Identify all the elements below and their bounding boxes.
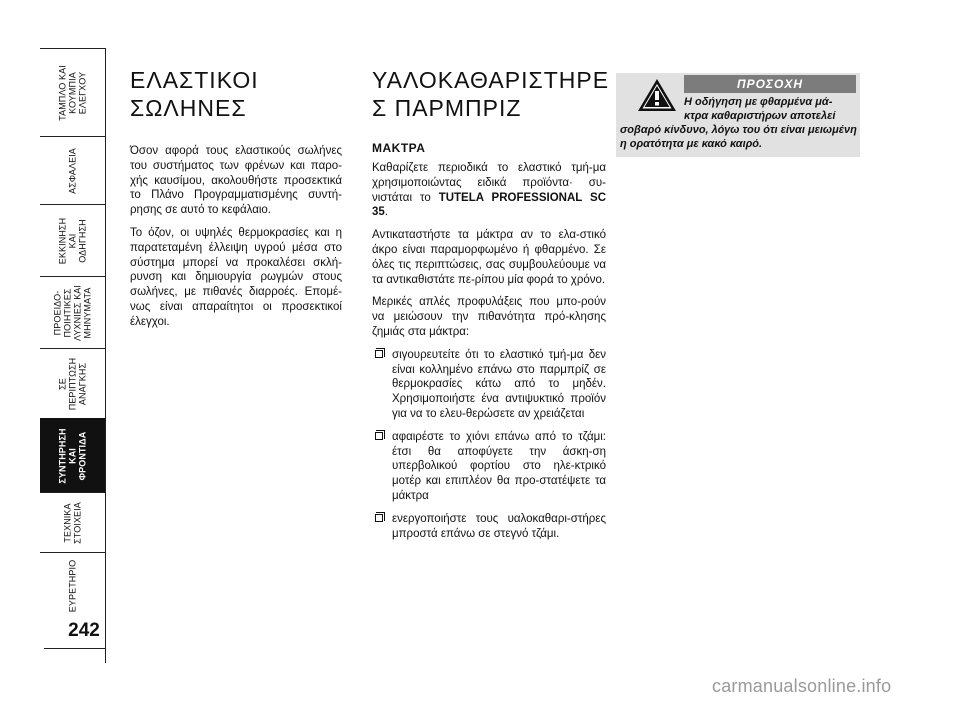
list-item: [372, 512, 606, 542]
tab-safety[interactable]: [40, 136, 106, 204]
paragraph-text: .: [384, 206, 388, 219]
tab-index[interactable]: [40, 552, 106, 618]
chapter-sidebar: [0, 0, 112, 709]
warning-heading: ΠΡΟΣΟΧΗ: [684, 75, 856, 93]
tab-label: ΕΥΡΕΤΗΡΙΟ: [67, 559, 78, 612]
page-number: 242: [68, 620, 100, 641]
page-number-rule: [44, 648, 106, 649]
tab-warning-lights[interactable]: [40, 276, 106, 348]
tab-label: ΤΕΧΝΙΚΑ ΣΤΟΙΧΕΙΑ: [62, 501, 83, 544]
checkbox-bullet-icon: [375, 432, 383, 440]
tab-label: ΠΡΟΕΙΔΟ- ΠΟΙΗΤΙΚΕΣ ΛΥΧΝΙΕΣ ΚΑΙ ΜΗΝΥΜΑΤΑ: [52, 284, 93, 341]
tab-emergency[interactable]: [40, 348, 106, 418]
list-item: [372, 348, 606, 422]
tab-label: ΣΥΝΤΗΡΗΣΗ ΚΑΙ ΦΡΟΝΤΙΔΑ: [57, 427, 88, 484]
paragraph: Μερικές απλές προφυλάξεις που μπο-ρούν να μειώσουν την πιθανότητα πρό-κλησης ζημιάς στα μάκτρα:: [372, 296, 606, 338]
checkbox-bullet-icon: [375, 350, 383, 358]
precautions-list: [372, 348, 606, 542]
subheading: ΜΑΚΤΡΑ: [372, 141, 426, 155]
warning-line: Η οδήγηση με φθαρμένα μά-: [684, 96, 833, 108]
section-title: ΕΛΑΣΤΙΚΟΙ ΣΩΛΗΝΕΣ: [130, 67, 259, 121]
warning-box: [616, 73, 860, 157]
paragraph: [372, 161, 606, 220]
tab-label: ΕΚΚΙΝΗΣΗ ΚΑΙ ΟΔΗΓΗΣΗ: [57, 217, 88, 264]
hoses-section: [130, 66, 342, 338]
tab-technical-data[interactable]: [40, 492, 106, 552]
paragraph-text: Καθαρίζετε περιοδικά το ελαστικό τμή-μα χρησιμοποιώντας ειδικά προϊόντα· συ-νιστάται το: [372, 162, 606, 204]
list-item: [372, 430, 606, 504]
warning-text: [620, 95, 858, 151]
watermark: carmanualsonline.info: [712, 676, 892, 696]
checkbox-bullet-icon: [375, 514, 383, 522]
tab-dashboard-controls[interactable]: [40, 48, 106, 136]
sidebar-divider: [105, 48, 106, 618]
warning-line: σοβαρό κίνδυνο, λόγω του ότι είναι μειωμένη η ορατότητα με κακό καιρό.: [620, 124, 857, 150]
tab-label: ΤΑΜΠΛΟ ΚΑΙ ΚΟΥΜΠΙΑ ΕΛΕΓΧΟΥ: [57, 64, 88, 121]
paragraph: Αντικαταστήστε τα μάκτρα αν το ελα-στικό άκρο είναι παραμορφωμένο ή φθαρμένο. Σε όλες τις περιπτώσεις, σας συμβουλεύουμε να τα αντικαθιστάτε πε-ρίπου μία φορά το χρόνο.: [372, 229, 606, 286]
tab-starting-driving[interactable]: [40, 204, 106, 276]
list-item-text: ενεργοποιήστε τους υαλοκαθαρι-στήρες μπροστά επάνω σε στεγνό τζάμι.: [392, 512, 606, 540]
list-item-text: σιγουρευτείτε ότι το ελαστικό τμή-μα δεν είναι κολλημένο επάνω στο παρμπρίζ σε θερμοκρασίες κάτω από το μηδέν. Χρησιμοποιήστε ένα αντιψυκτικό προϊόν για να το ελευ-θερώσετε αν χρειάζεται: [392, 348, 606, 420]
tab-maintenance-care[interactable]: [40, 418, 106, 492]
tab-label: ΣΕ ΠΕΡΙΠΤΩΣΗ ΑΝΑΓΚΗΣ: [57, 357, 88, 410]
paragraph: Το όζον, οι υψηλές θερμοκρασίες και η παρατεταμένη έλλειψη υγρού μέσα στο σύστημα μπορεί να προκαλέσει σκλή-ρυνση και δημιουργία ρωγμών στους σωλήνες, με πιθανές διαρροές. Επομέ-νως είναι απαραίτητοι οι προσεκτικοί έλεγχοι.: [130, 226, 342, 328]
tab-label: ΑΣΦΑΛΕΙΑ: [67, 147, 78, 194]
warning-line: κτρα καθαριστήρων αποτελεί: [684, 110, 836, 122]
product-name: TUTELA PROFESSIONAL SC 35: [372, 191, 606, 219]
wipers-section: [372, 66, 610, 549]
list-item-text: αφαιρέστε το χιόνι επάνω από το τζάμι: έτσι θα αποφύγετε την άσκη-ση υπερβολικού φορτίου στο ηλε-κτρικό μοτέρ και επιπλέον θα προ-στατέψετε τα μάκτρα: [392, 430, 606, 502]
paragraph: Όσον αφορά τους ελαστικούς σωλήνες του συστήματος των φρένων και παρο-χής καυσίμου, ακολουθήστε προσεκτικά το Πλάνο Προγραμματισμένης συντή-ρησης σε αυτό το κεφάλαιο.: [130, 145, 342, 217]
section-title: ΥΑΛΟΚΑΘΑΡΙΣΤΗΡΕ Σ ΠΑΡΜΠΡΙΖ: [372, 67, 610, 121]
